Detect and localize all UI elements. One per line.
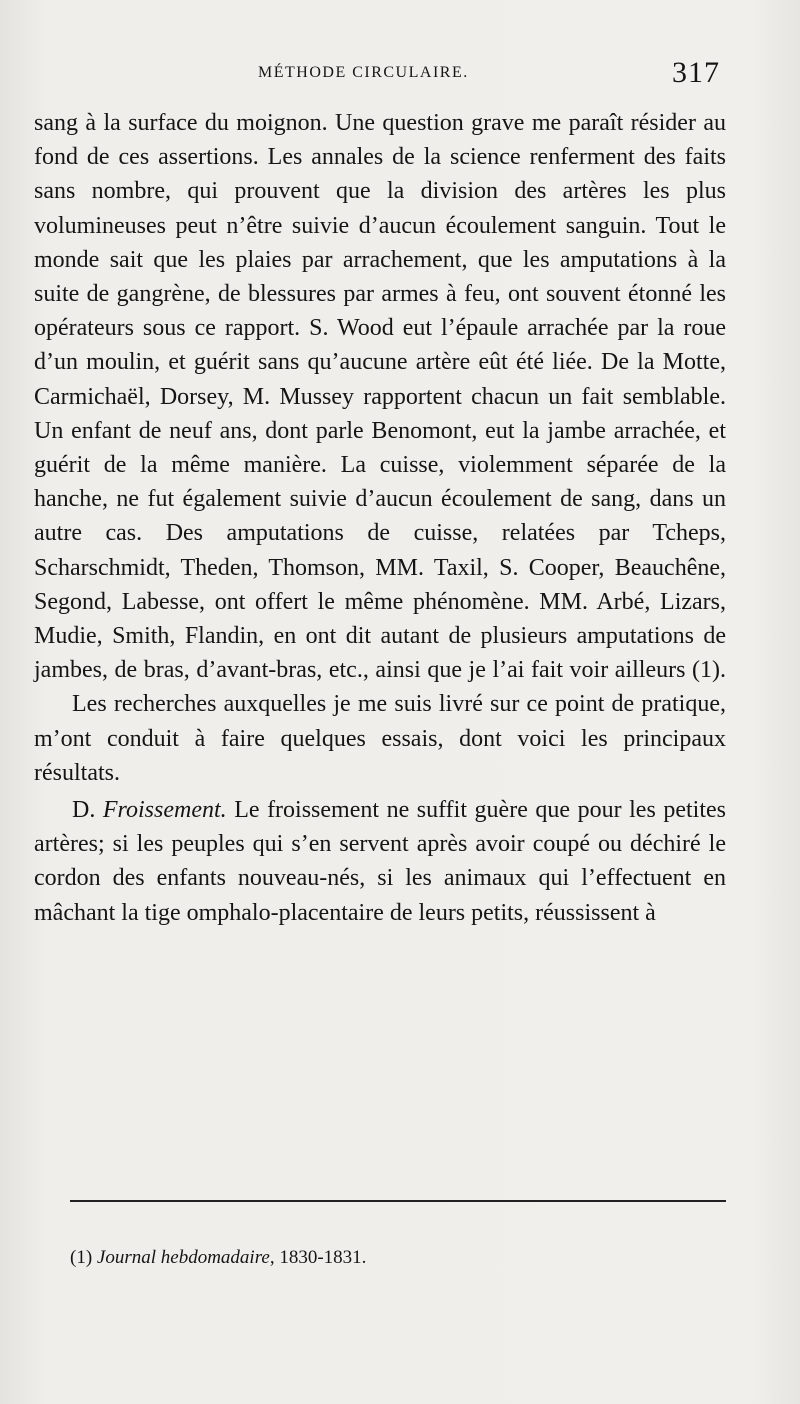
paragraph-2-text: Les recherches auxquelles je me suis livré sur ce point de pratique, m’ont conduit à faire quelques essais, dont voici les principaux résultats. [34, 691, 726, 786]
section-heading: Froissement. [102, 797, 227, 824]
section-label: D. [72, 797, 96, 824]
footnote-years: , 1830-1831. [269, 1247, 367, 1268]
paragraph-2 [34, 687, 726, 790]
paragraph-1: sang à la surface du moignon. Une question grave me paraît résider au fond de ces assertions. Les annales de la science renferment des faits sans nombre, qui prouvent que la division des artères les plus volumineuses peut n’être suivie d’aucun écoulement sanguin. Tout le monde sait que les plaies par arrachement, que les amputations à la suite de gangrène, de blessures par armes à feu, ont souvent étonné les opérateurs sous ce rapport. S. Wood eut l’épaule arrachée par la roue d’un moulin, et guérit sans qu’aucune artère eût été liée. De la Motte, Carmichaël, Dorsey, M. Mussey rapportent chacun un fait semblable. Un enfant de neuf ans, dont parle Benomont, eut la jambe arrachée, et guérit de la même manière. La cuisse, violemment séparée de la hanche, ne fut également suivie d’aucun écoulement de sang, dans un autre cas. Des amputations de cuisse, relatées par Tcheps, Scharschmidt, Theden, Thomson, MM. Taxil, S. Cooper, Beauchêne, Segond, Labesse, ont offert le même phénomène. MM. Arbé, Lizars, Mudie, Smith, Flandin, en ont dit autant de plusieurs amputations de jambes, de bras, d’avant-bras, etc., ainsi que je l’ai fait voir ailleurs (1). [34, 110, 726, 684]
footnote [70, 1247, 366, 1269]
running-title: MÉTHODE CIRCULAIRE. [258, 64, 469, 81]
page-number: 317 [672, 56, 720, 89]
footnote-journal: Journal hebdomadaire [96, 1247, 270, 1268]
paragraph-3-text: Le froissement ne suffit guère que pour les petites artères; si les peuples qui s’en servent après avoir coupé ou déchiré le cordon des enfants nouveau-nés, si les animaux qui l’effectuent en mâchant la tige omphalo-placentaire de leurs petits, réussissent à [34, 797, 726, 926]
body-text [34, 106, 726, 930]
footnote-marker: (1) [70, 1247, 93, 1268]
footnote-rule [70, 1200, 726, 1202]
paragraph-3 [34, 793, 726, 930]
